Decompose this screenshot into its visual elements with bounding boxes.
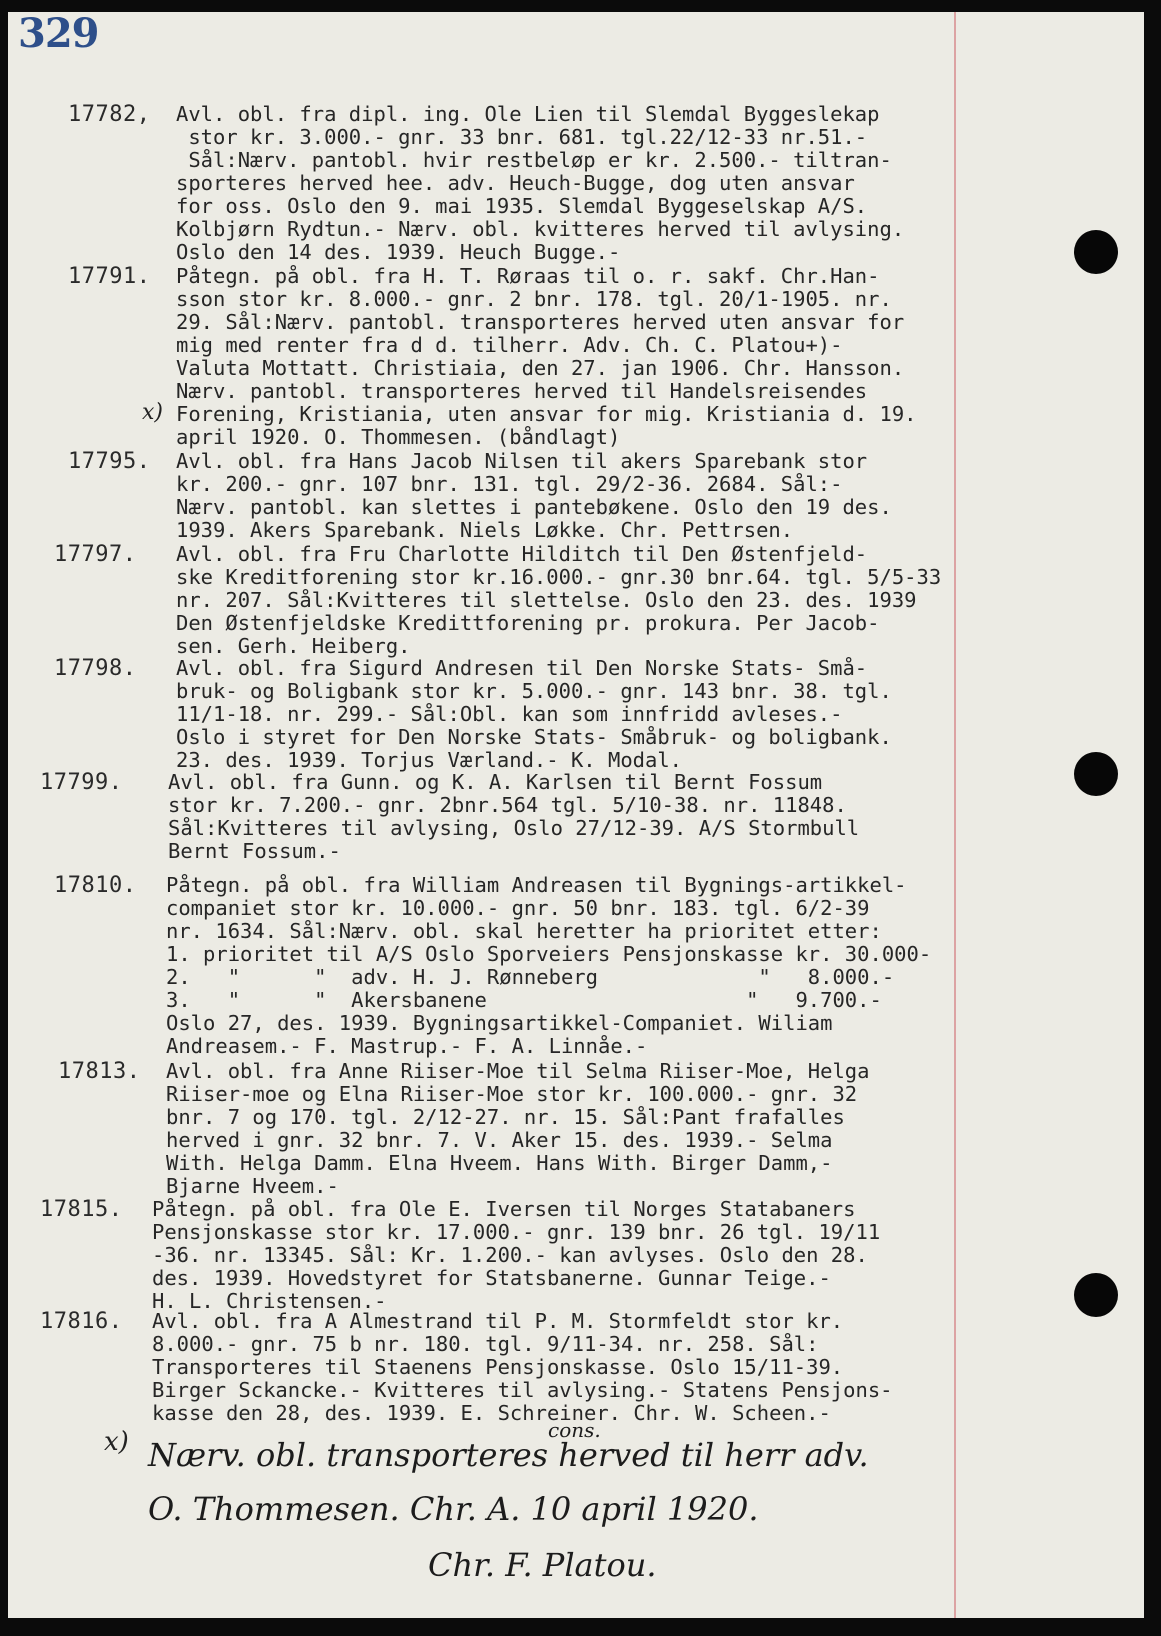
- margin-rule: [954, 12, 956, 1618]
- entry-line: des. 1939. Hovedstyret for Statsbanerne. Gunnar Teige.-: [152, 1266, 831, 1290]
- entry-line: sporteres herved hee. adv. Heuch-Bugge, dog uten ansvar: [176, 171, 855, 195]
- entry-line: 29. Sål:Nærv. pantobl. transporteres herved uten ansvar for: [176, 310, 905, 334]
- entry-line: for oss. Oslo den 9. mai 1935. Slemdal Byggeselskap A/S.: [176, 194, 868, 218]
- entry-line: Pensjonskasse stor kr. 17.000.- gnr. 139 bnr. 26 tgl. 19/11: [152, 1220, 881, 1244]
- entry-line: Påtegn. på obl. fra William Andreasen til Bygnings-artikkel-: [166, 873, 907, 897]
- entry-number: 17815.: [40, 1197, 123, 1222]
- entry-line: companiet stor kr. 10.000.- gnr. 50 bnr. 183. tgl. 6/2-39: [166, 896, 870, 920]
- entry-number: 17797.: [54, 542, 137, 567]
- entry-line: H. L. Christensen.-: [152, 1289, 387, 1313]
- handwritten-insertion: cons.: [548, 1418, 601, 1442]
- entry-line: Avl. obl. fra A Almestrand til P. M. Stormfeldt stor kr.: [152, 1309, 844, 1333]
- entry-line: sson stor kr. 8.000.- gnr. 2 bnr. 178. tgl. 20/1-1905. nr.: [176, 287, 892, 311]
- entry-line: nr. 207. Sål:Kvitteres til slettelse. Oslo den 23. des. 1939: [176, 588, 917, 612]
- annotation-mark: x): [142, 400, 163, 425]
- entry-line: Påtegn. på obl. fra Ole E. Iversen til Norges Statabaners: [152, 1197, 856, 1221]
- entry-line: Oslo i styret for Den Norske Stats- Småbruk- og boligbank.: [176, 725, 892, 749]
- entry-line: bnr. 7 og 170. tgl. 2/12-27. nr. 15. Sål:Pant frafalles: [166, 1105, 845, 1129]
- entry-number: 17816.: [40, 1309, 123, 1334]
- ledger-page: [8, 12, 1144, 1618]
- entry-number: 17810.: [54, 873, 137, 898]
- handwritten-line: O. Thommesen. Chr. A. 10 april 1920.: [148, 1490, 759, 1528]
- entry-line: Avl. obl. fra Gunn. og K. A. Karlsen til Bernt Fossum: [168, 770, 823, 794]
- entry-line: april 1920. O. Thommesen. (båndlagt): [176, 425, 621, 449]
- entry-line: Avl. obl. fra Hans Jacob Nilsen til akers Sparebank stor: [176, 449, 868, 473]
- entry-number: 17795.: [68, 449, 151, 474]
- entry-line: -36. nr. 13345. Sål: Kr. 1.200.- kan avlyses. Oslo den 28.: [152, 1243, 868, 1267]
- handwritten-line: Nærv. obl. transporteres herved til herr adv.: [148, 1436, 869, 1474]
- punch-hole: [1074, 1273, 1118, 1317]
- entry-line: 11/1-18. nr. 299.- Sål:Obl. kan som innfridd avleses.-: [176, 702, 843, 726]
- entry-line: Avl. obl. fra Fru Charlotte Hilditch til Den Østenfjeld-: [176, 542, 868, 566]
- entry-number: 17813.: [58, 1059, 141, 1084]
- punch-hole: [1074, 752, 1118, 796]
- handwritten-marker: x): [104, 1427, 129, 1457]
- entry-line: Påtegn. på obl. fra H. T. Røraas til o. r. sakf. Chr.Han-: [176, 264, 880, 288]
- entry-line: Kolbjørn Rydtun.- Nærv. obl. kvitteres herved til avlysing.: [176, 217, 905, 241]
- entry-line: Oslo den 14 des. 1939. Heuch Bugge.-: [176, 240, 621, 264]
- entry-number: 17782,: [68, 102, 151, 127]
- entry-number: 17799.: [40, 770, 123, 795]
- entry-line: Nærv. pantobl. transporteres herved til Handelsreisendes: [176, 379, 868, 403]
- entry-line: Transporteres til Staenens Pensjonskasse. Oslo 15/11-39.: [152, 1355, 844, 1379]
- entry-line: With. Helga Damm. Elna Hveem. Hans With. Birger Damm,-: [166, 1151, 833, 1175]
- entry-line: kasse den 28, des. 1939. E. Schreiner. Chr. W. Scheen.-: [152, 1401, 831, 1425]
- entry-line: 2. " " adv. H. J. Rønneberg " 8.000.-: [166, 965, 895, 989]
- entry-line: Nærv. pantobl. kan slettes i pantebøkene. Oslo den 19 des.: [176, 495, 892, 519]
- entry-line: Sål:Nærv. pantobl. hvir restbeløp er kr. 2.500.- tiltran-: [176, 148, 892, 172]
- entry-line: bruk- og Boligbank stor kr. 5.000.- gnr. 143 bnr. 38. tgl.: [176, 679, 892, 703]
- entry-line: ske Kreditforening stor kr.16.000.- gnr.30 bnr.64. tgl. 5/5-33: [176, 565, 942, 589]
- page-number: 329: [18, 12, 99, 57]
- entry-line: 8.000.- gnr. 75 b nr. 180. tgl. 9/11-34. nr. 258. Sål:: [152, 1332, 819, 1356]
- entry-line: Andreasem.- F. Mastrup.- F. A. Linnåe.-: [166, 1034, 648, 1058]
- entry-line: 3. " " Akersbanene " 9.700.-: [166, 988, 882, 1012]
- entry-line: Bjarne Hveem.-: [166, 1174, 339, 1198]
- entry-line: Valuta Mottatt. Christiaia, den 27. jan 1906. Chr. Hansson.: [176, 356, 905, 380]
- entry-line: 1. prioritet til A/S Oslo Sporveiers Pensjonskasse kr. 30.000-: [166, 942, 932, 966]
- entry-line: Avl. obl. fra Sigurd Andresen til Den Norske Stats- Små-: [176, 656, 868, 680]
- entry-line: stor kr. 7.200.- gnr. 2bnr.564 tgl. 5/10-38. nr. 11848.: [168, 793, 847, 817]
- entry-line: Oslo 27, des. 1939. Bygningsartikkel-Companiet. Wiliam: [166, 1011, 833, 1035]
- entry-line: Avl. obl. fra Anne Riiser-Moe til Selma Riiser-Moe, Helga: [166, 1059, 870, 1083]
- entry-line: Den Østenfjeldske Kredittforening pr. prokura. Per Jacob-: [176, 611, 880, 635]
- punch-hole: [1074, 230, 1118, 274]
- entry-line: kr. 200.- gnr. 107 bnr. 131. tgl. 29/2-36. 2684. Sål:-: [176, 472, 843, 496]
- entry-line: 23. des. 1939. Torjus Værland.- K. Modal.: [176, 748, 683, 772]
- entry-line: Forening, Kristiania, uten ansvar for mig. Kristiania d. 19.: [176, 402, 917, 426]
- entry-line: mig med renter fra d d. tilherr. Adv. Ch. C. Platou+)-: [176, 333, 843, 357]
- handwritten-signature: Chr. F. Platou.: [428, 1546, 657, 1584]
- entry-line: stor kr. 3.000.- gnr. 33 bnr. 681. tgl.22/12-33 nr.51.-: [176, 125, 868, 149]
- entry-number: 17798.: [54, 656, 137, 681]
- entry-line: Bernt Fossum.-: [168, 839, 341, 863]
- entry-line: sen. Gerh. Heiberg.: [176, 634, 411, 658]
- entry-line: herved i gnr. 32 bnr. 7. V. Aker 15. des. 1939.- Selma: [166, 1128, 833, 1152]
- entry-number: 17791.: [68, 264, 151, 289]
- entry-line: Avl. obl. fra dipl. ing. Ole Lien til Slemdal Byggeslekap: [176, 102, 880, 126]
- entry-line: Sål:Kvitteres til avlysing, Oslo 27/12-39. A/S Stormbull: [168, 816, 860, 840]
- entry-line: Riiser-moe og Elna Riiser-Moe stor kr. 100.000.- gnr. 32: [166, 1082, 858, 1106]
- entry-line: nr. 1634. Sål:Nærv. obl. skal heretter ha prioritet etter:: [166, 919, 882, 943]
- entry-line: Birger Sckancke.- Kvitteres til avlysing.- Statens Pensjons-: [152, 1378, 893, 1402]
- entry-line: 1939. Akers Sparebank. Niels Løkke. Chr. Pettrsen.: [176, 518, 794, 542]
